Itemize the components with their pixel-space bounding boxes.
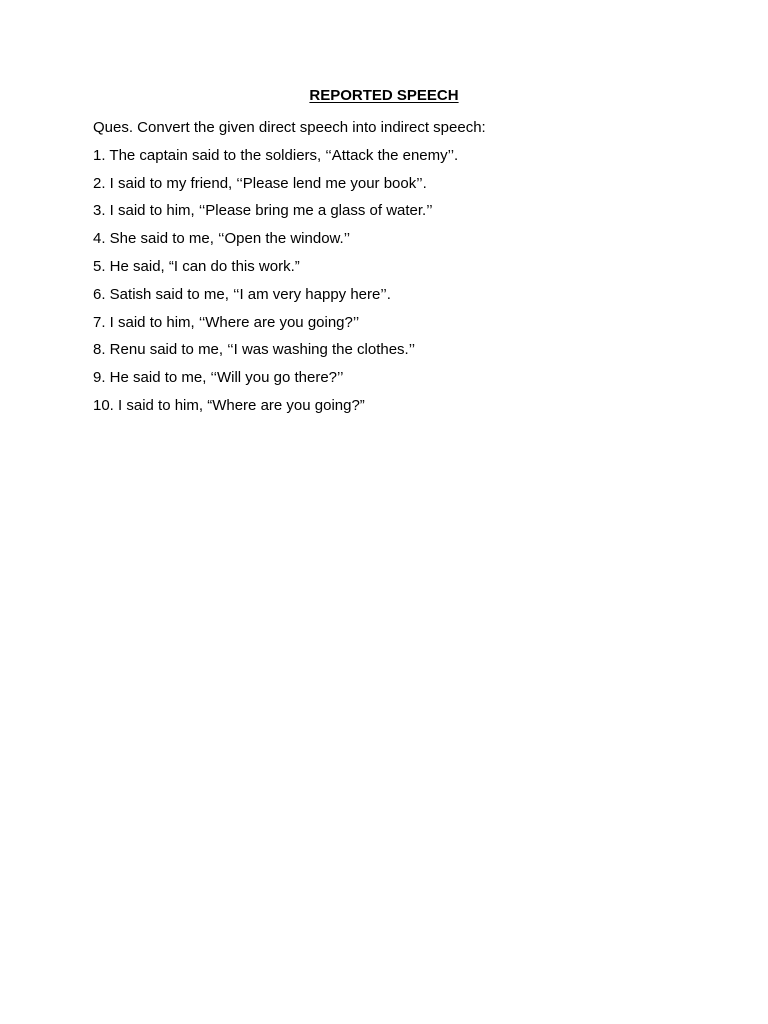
question-text: Ques. Convert the given direct speech into indirect speech: xyxy=(93,119,486,136)
list-item: 3. I said to him, ‘‘Please bring me a glass of water.’’ xyxy=(93,202,433,220)
list-item: 10. I said to him, “Where are you going?” xyxy=(93,396,365,414)
list-item: 5. He said, “I can do this work.” xyxy=(93,257,300,275)
list-item: 8. Renu said to me, ‘‘I was washing the clothes.’’ xyxy=(93,341,416,359)
title-text: REPORTED SPEECH xyxy=(309,87,459,104)
list-item: 1. The captain said to the soldiers, ‘‘Attack the enemy’’. xyxy=(93,146,459,164)
list-item: 6. Satish said to me, ‘‘I am very happy here’’. xyxy=(93,285,391,303)
list-item: 2. I said to my friend, ‘‘Please lend me your book’’. xyxy=(93,174,427,192)
document-body xyxy=(93,114,733,420)
list-item: 4. She said to me, ‘‘Open the window.’’ xyxy=(93,230,351,248)
document-title xyxy=(0,86,768,106)
list-item: 9. He said to me, ‘‘Will you go there?’’ xyxy=(93,369,344,387)
list-item: 7. I said to him, ‘‘Where are you going?’’ xyxy=(93,313,360,331)
